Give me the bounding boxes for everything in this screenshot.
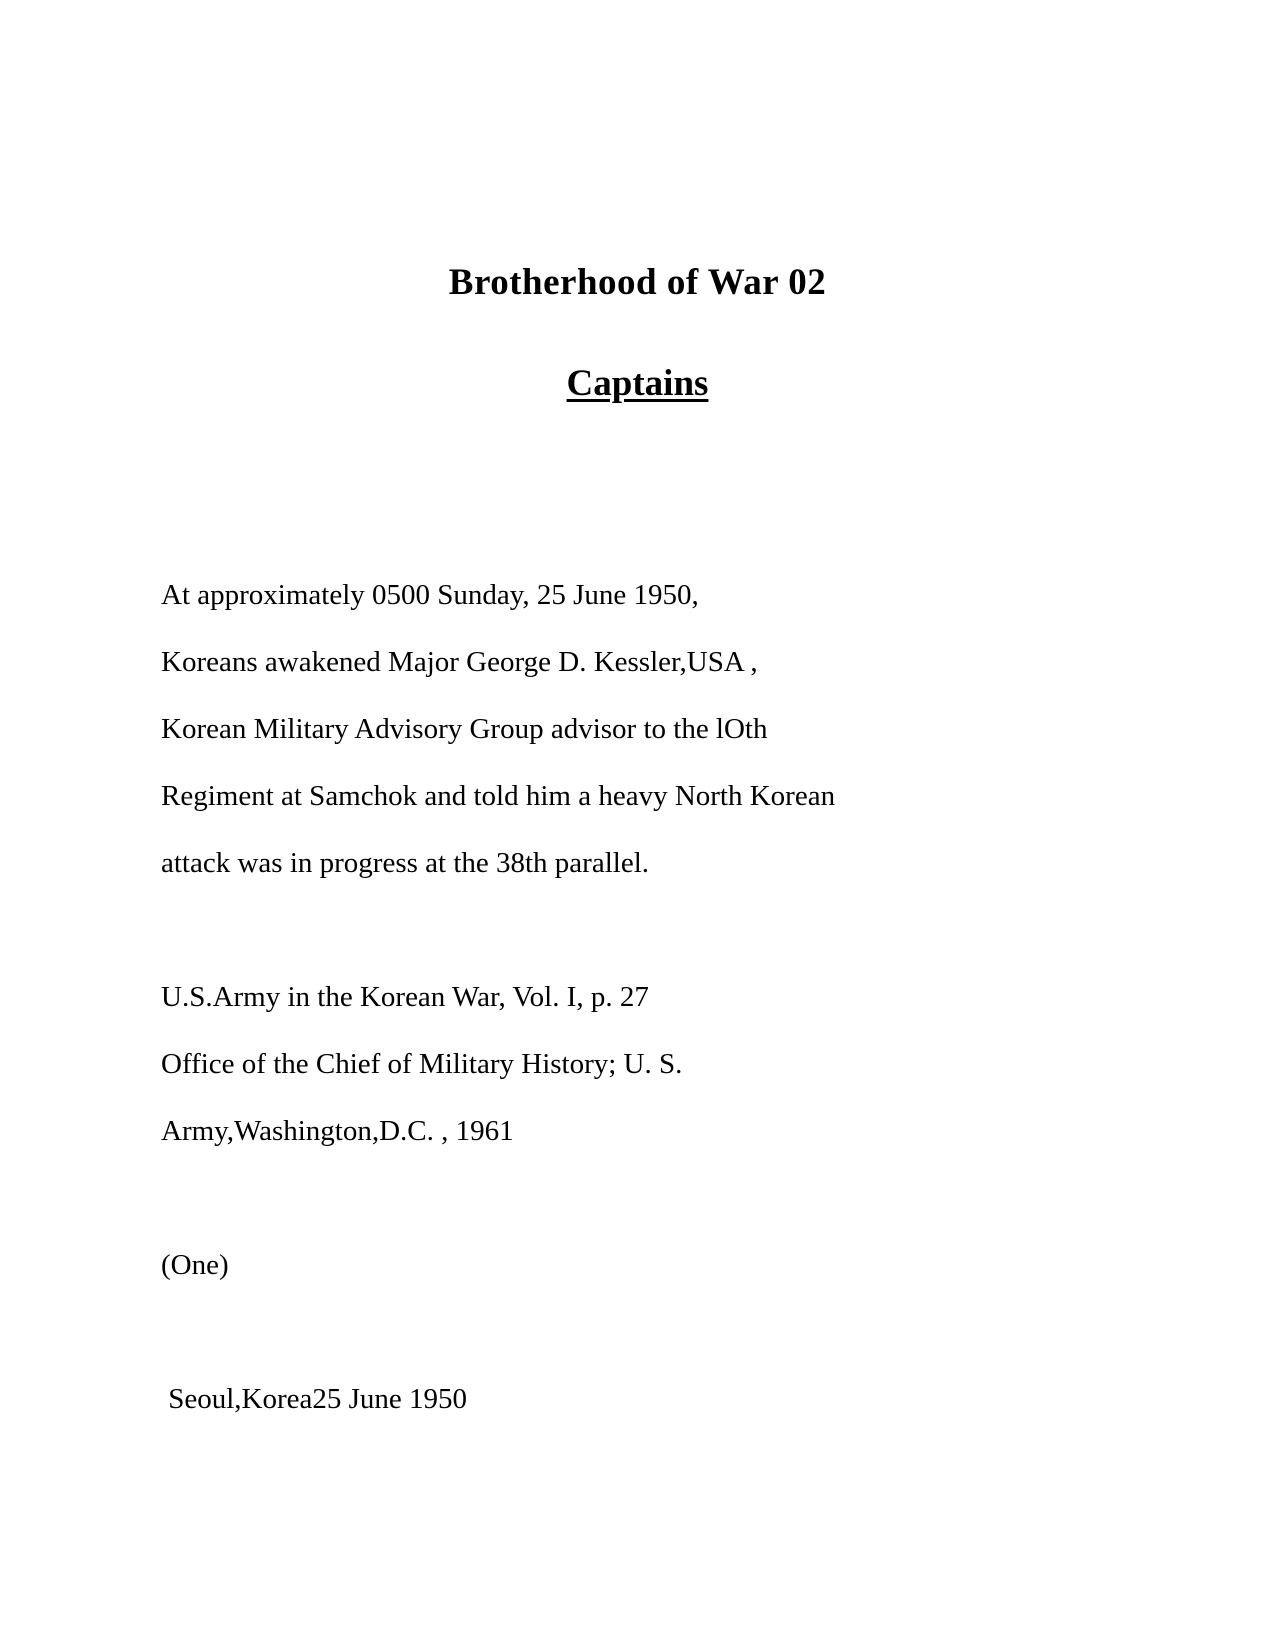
text-line: Seoul,Korea25 June 1950 [161,1383,468,1415]
book-title: Captains [566,363,709,404]
text-line: Korean Military Advisory Group advisor to the lOth [161,713,768,745]
text-line: Army,Washington,D.C. , 1961 [161,1115,514,1147]
book-series-title: Brotherhood of War 02 [448,262,827,303]
text-line: At approximately 0500 Sunday, 25 June 1950, [161,579,699,611]
text-line: U.S.Army in the Korean War, Vol. I, p. 27 [161,981,649,1013]
blank-line [161,1165,1171,1232]
blank-line [161,1299,1171,1366]
text-line: (One) [161,1249,229,1281]
blank-line [161,897,1171,964]
text-line: Koreans awakened Major George D. Kessler,USA , [161,646,758,678]
text-line: Regiment at Samchok and told him a heavy North Korean [161,780,836,812]
text-line: attack was in progress at the 38th parallel. [161,847,650,879]
text-line: Office of the Chief of Military History; U. S. [161,1048,683,1080]
body-text-block [161,562,1171,1433]
